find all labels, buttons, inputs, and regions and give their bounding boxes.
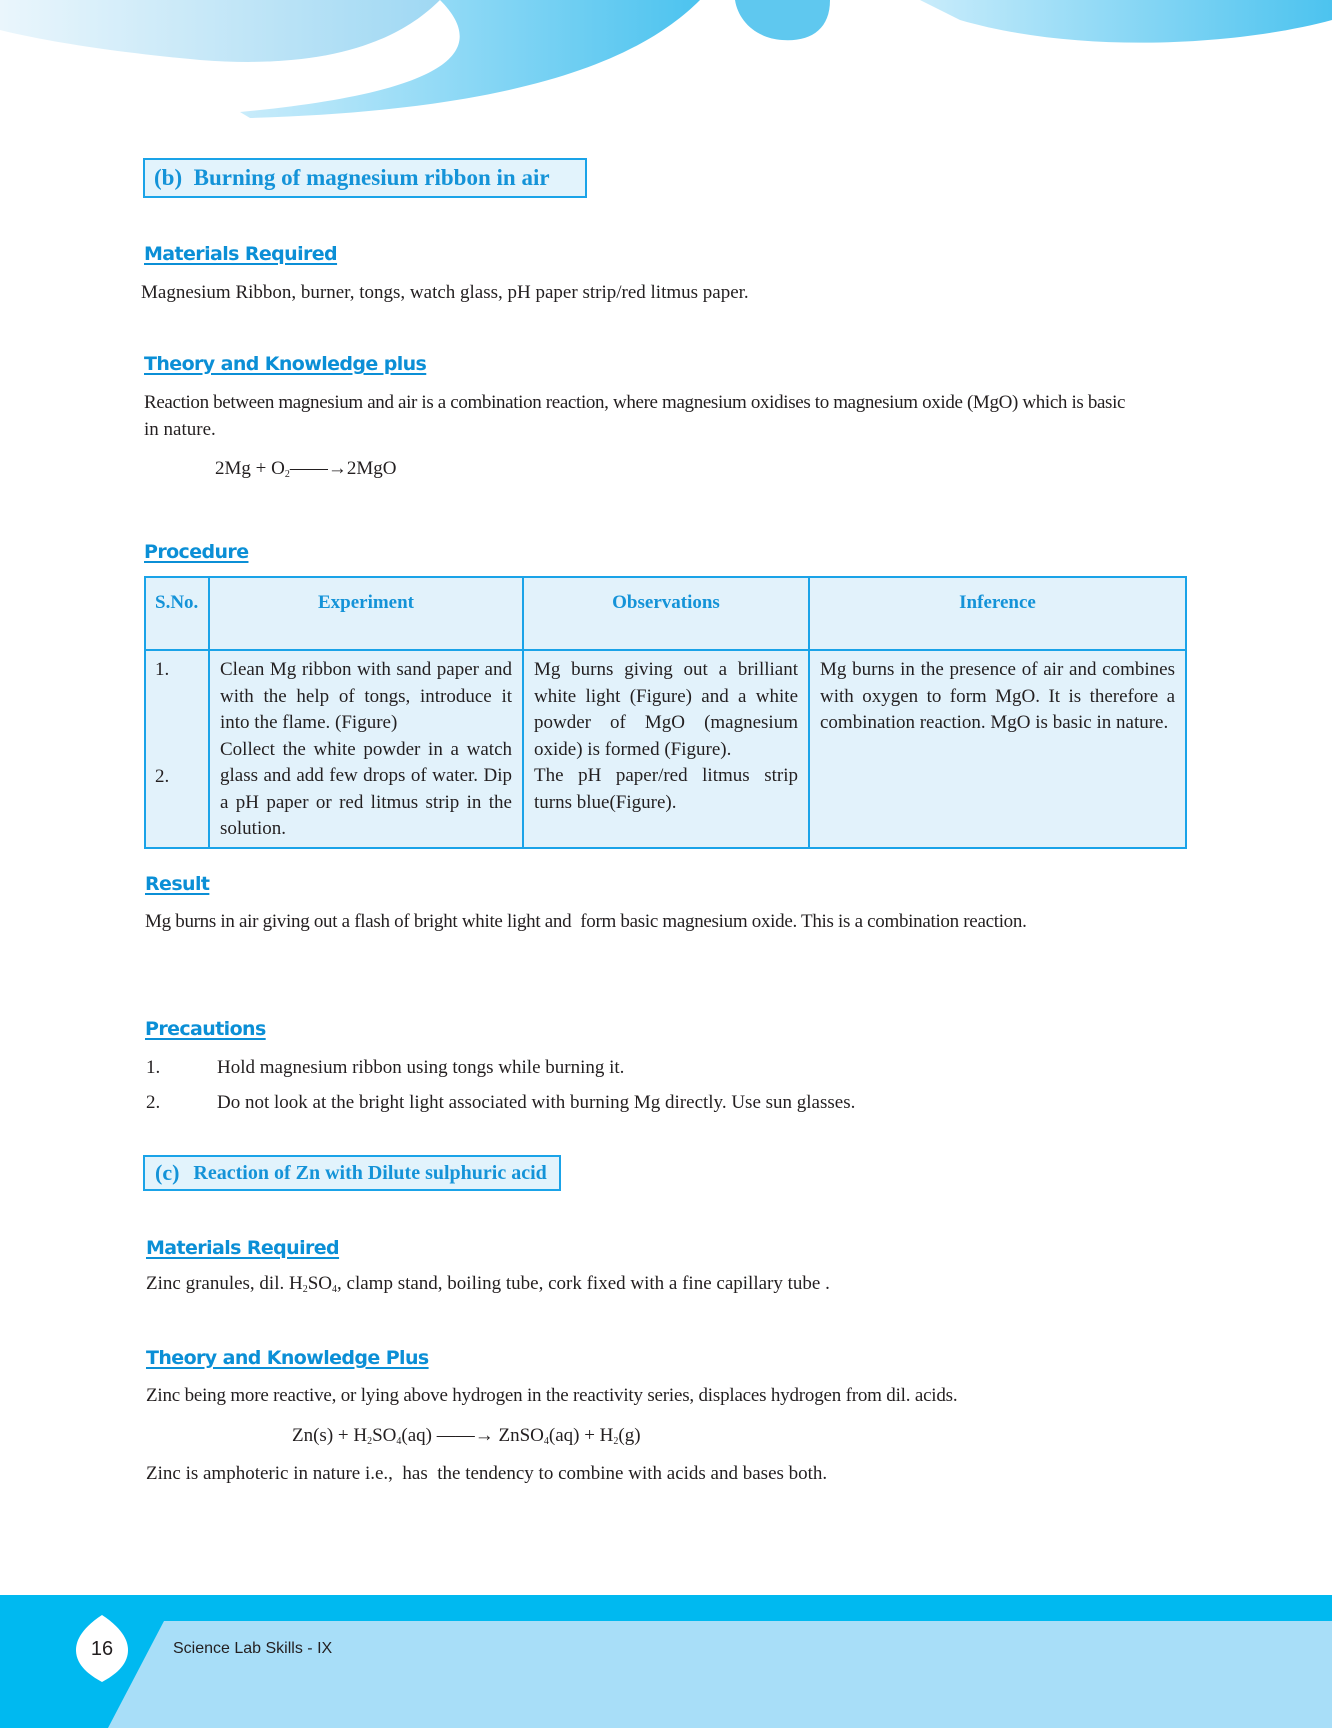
precautions-heading: Precautions [145, 1018, 266, 1040]
eq-arrow: ——→ [289, 458, 347, 479]
theory-text-b-line2: in nature. [144, 419, 216, 440]
eq-part: (g) [618, 1425, 641, 1446]
experiment-1: Clean Mg ribbon with sand paper and with the help of tongs, introduce it into the flame. (Figure) [220, 659, 512, 733]
materials-heading-c: Materials Required [146, 1237, 340, 1259]
experiment-cell [209, 650, 523, 848]
sub: 2 [367, 1436, 373, 1447]
section-c-label: (c) [155, 1160, 180, 1185]
equation-b [215, 455, 396, 488]
experiment-2: Collect the white powder in a watch glass and add few drops of water. Dip a pH paper or red litmus strip in the solution. [220, 738, 512, 839]
sno-1: 1. [155, 659, 170, 680]
materials-text-c [146, 1270, 830, 1303]
precaution-text: Hold magnesium ribbon using tongs while burning it. [217, 1057, 625, 1078]
theory-heading-b: Theory and Knowledge plus [144, 353, 427, 375]
procedure-table [144, 576, 1187, 849]
sub: 4 [332, 1284, 338, 1295]
precaution-num: 1. [146, 1057, 161, 1078]
header-sno: S.No. [145, 577, 209, 650]
page-number: 16 [90, 1638, 114, 1660]
header-observations: Observations [523, 577, 809, 650]
observation-2: The pH paper/red litmus strip turns blue(Figure). [534, 765, 798, 813]
section-c-title [143, 1155, 561, 1191]
result-text: Mg burns in air giving out a flash of bright white light and form basic magnesium oxide. This is a combination reaction. [145, 911, 1027, 932]
section-b-title-text: (b) Burning of magnesium ribbon in air [154, 165, 550, 190]
table-row [145, 650, 1186, 848]
inference-cell: Mg burns in the presence of air and combines with oxygen to form MgO. It is therefore a combination reaction. MgO is basic in nature. [809, 650, 1186, 848]
materials-text-post: , clamp stand, boiling tube, cork fixed with a fine capillary tube . [337, 1273, 830, 1294]
theory-text-c: Zinc being more reactive, or lying above hydrogen in the reactivity series, displaces hydrogen from dil. acids. [146, 1385, 958, 1406]
sno-cell [145, 650, 209, 848]
sub: 2 [302, 1284, 308, 1295]
book-title: Science Lab Skills - IX [173, 1640, 333, 1657]
eq-part: Zn(s) + H [292, 1425, 368, 1446]
eq-part: (aq) + H [548, 1425, 614, 1446]
precaution-item [146, 1054, 624, 1081]
header-decoration [0, 0, 1332, 130]
sno-2: 2. [155, 765, 170, 787]
section-b-title [143, 158, 587, 198]
materials-text-mid: SO [307, 1273, 333, 1294]
materials-heading-b: Materials Required [144, 243, 338, 265]
precaution-num: 2. [146, 1092, 161, 1113]
sub: 2 [613, 1436, 619, 1447]
theory-heading-c: Theory and Knowledge Plus [146, 1347, 429, 1369]
precaution-text: Do not look at the bright light associated with burning Mg directly. Use sun glasses. [217, 1092, 856, 1113]
theory-text-b-line1: Reaction between magnesium and air is a combination reaction, where magnesium oxidises to magnesium oxide (MgO) which is basic [144, 392, 1126, 413]
procedure-heading: Procedure [144, 541, 249, 563]
eq-part: (aq) ——→ ZnSO [401, 1425, 544, 1446]
materials-text-pre: Zinc granules, dil. H [146, 1273, 303, 1294]
sub: 4 [396, 1436, 402, 1447]
eq-left: 2Mg + O [215, 458, 285, 479]
header-inference: Inference [809, 577, 1186, 650]
footer-panel [0, 1595, 1332, 1728]
observation-1: Mg burns giving out a brilliant white light (Figure) and a white powder of MgO (magnesium oxide) is formed (Figure). [534, 659, 798, 760]
observations-cell [523, 650, 809, 848]
amphoteric-text: Zinc is amphoteric in nature i.e., has the tendency to combine with acids and bases both. [146, 1463, 828, 1484]
result-heading: Result [145, 873, 210, 895]
precaution-item [146, 1089, 855, 1116]
eq-right: 2MgO [346, 458, 397, 479]
eq-sub: 2 [284, 469, 290, 480]
equation-c [292, 1422, 641, 1455]
table-header-row [145, 577, 1186, 650]
materials-text-b: Magnesium Ribbon, burner, tongs, watch glass, pH paper strip/red litmus paper. [141, 282, 749, 303]
eq-part: SO [372, 1425, 397, 1446]
header-experiment: Experiment [209, 577, 523, 650]
section-c-title-text: Reaction of Zn with Dilute sulphuric acid [193, 1161, 547, 1184]
sub: 4 [543, 1436, 549, 1447]
